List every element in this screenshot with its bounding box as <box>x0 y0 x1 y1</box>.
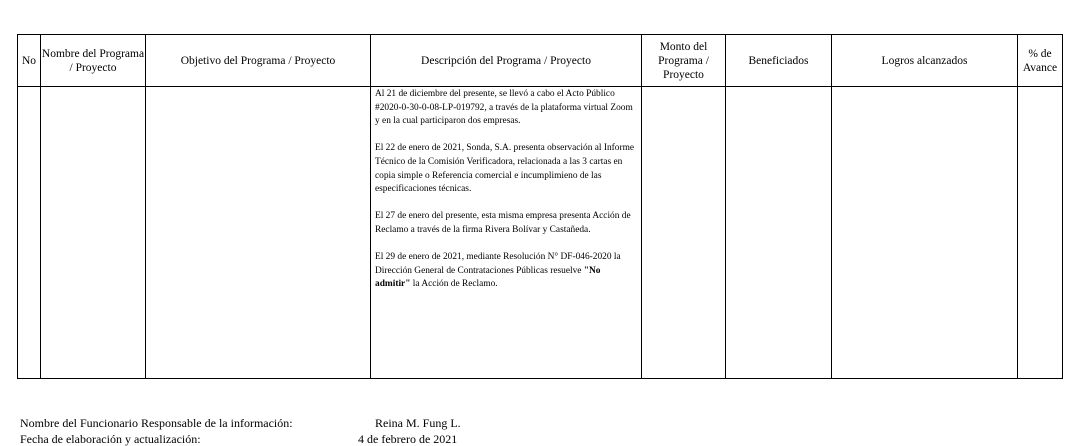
descripcion-paragraph-1: Al 21 de diciembre del presente, se llevó a cabo el Acto Público #2020-0-30-0-08-LP-019792, a través de la plataforma virtual Zoom y en la cual participaron dos empresas. <box>375 89 633 127</box>
cell-logros <box>832 87 1018 379</box>
cell-nombre <box>41 87 146 379</box>
fecha-label: Fecha de elaboración y actualización: <box>20 432 201 446</box>
fecha-value: 4 de febrero de 2021 <box>358 432 458 446</box>
program-report-table <box>17 34 1063 379</box>
header-objetivo: Objetivo del Programa / Proyecto <box>146 35 371 87</box>
descripcion-paragraph-4 <box>375 251 638 292</box>
header-monto: Monto del Programa / Proyecto <box>642 35 726 87</box>
cell-monto <box>642 87 726 379</box>
header-logros: Logros alcanzados <box>832 35 1018 87</box>
table-row <box>18 87 1063 379</box>
descripcion-p4-text: El 29 de enero de 2021, mediante Resolución N° DF-046-2020 la Dirección General de Contrataciones Públicas resuelve <box>375 252 621 276</box>
footer-responsable <box>20 416 461 430</box>
responsable-name: Reina M. Fung L. <box>375 416 461 430</box>
table-header-row <box>18 35 1063 87</box>
descripcion-paragraph-2: El 22 de enero de 2021, Sonda, S.A. presenta observación al Informe Técnico de la Comisión Verificadora, relacionada a las 3 cartas en copia simple o Referencia comercial e incumplimieno de las especificaciones técnicas. <box>375 143 635 195</box>
cell-no <box>18 87 41 379</box>
cell-objetivo <box>146 87 371 379</box>
cell-avance <box>1018 87 1063 379</box>
responsable-label: Nombre del Funcionario Responsable de la información: <box>20 416 293 430</box>
header-descripcion: Descripción del Programa / Proyecto <box>371 35 642 87</box>
descripcion-p4-end: la Acción de Reclamo. <box>410 279 498 290</box>
descripcion-p4-bold: "No admitir" <box>375 265 601 290</box>
footer-fecha <box>20 432 458 446</box>
cell-descripcion <box>371 87 642 379</box>
header-nombre: Nombre del Programa / Proyecto <box>41 35 146 87</box>
header-beneficiados: Beneficiados <box>726 35 832 87</box>
descripcion-paragraph-3: El 27 de enero del presente, esta misma empresa presenta Acción de Reclamo a través de la firma Rivera Bolívar y Castañeda. <box>375 211 631 235</box>
cell-beneficiados <box>726 87 832 379</box>
header-no: No <box>18 35 41 87</box>
header-avance: % de Avance <box>1018 35 1063 87</box>
